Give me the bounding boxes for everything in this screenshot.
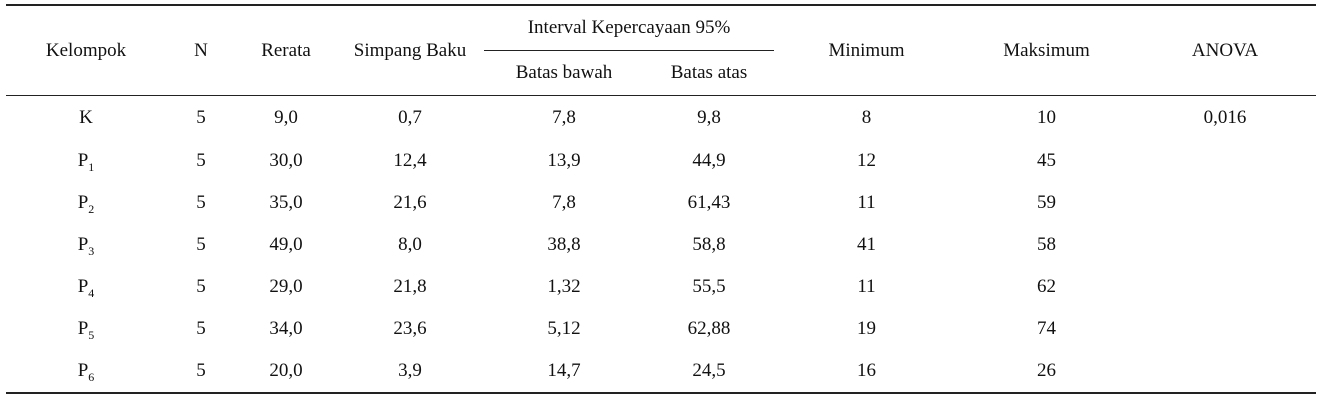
cell-batas-bawah: 7,8 <box>552 107 576 128</box>
group-subscript: 4 <box>88 286 95 300</box>
cell-maksimum: 45 <box>1037 150 1056 171</box>
cell-maksimum: 74 <box>1037 318 1056 339</box>
group-label: P <box>77 276 89 297</box>
cell-anova <box>1134 140 1316 182</box>
cell-rerata: 35,0 <box>269 192 303 213</box>
group-subscript: 5 <box>88 328 95 342</box>
results-table-container <box>6 4 1316 394</box>
cell-anova <box>1134 308 1316 350</box>
cell-simpang-baku: 8,0 <box>398 234 422 255</box>
cell-simpang-baku: 23,6 <box>393 318 427 339</box>
group-label: P <box>77 192 89 213</box>
cell-maksimum: 10 <box>1037 107 1056 128</box>
table-body <box>6 96 1316 394</box>
cell-n: 5 <box>196 318 206 339</box>
cell-minimum: 8 <box>861 107 872 128</box>
cell-n: 5 <box>196 150 206 171</box>
cell-batas-bawah: 38,8 <box>547 234 581 255</box>
cell-anova <box>1134 182 1316 224</box>
cell-n: 5 <box>196 234 206 255</box>
cell-maksimum: 58 <box>1037 234 1056 255</box>
cell-kelompok <box>6 140 166 182</box>
group-subscript: 1 <box>88 160 95 174</box>
cell-anova <box>1134 224 1316 266</box>
cell-rerata: 30,0 <box>269 150 303 171</box>
cell-batas-bawah: 5,12 <box>547 318 581 339</box>
cell-kelompok <box>6 224 166 266</box>
cell-kelompok <box>6 308 166 350</box>
cell-batas-atas: 62,88 <box>687 318 731 339</box>
cell-minimum: 41 <box>857 234 876 255</box>
cell-batas-bawah: 7,8 <box>552 192 576 213</box>
cell-n: 5 <box>196 192 206 213</box>
cell-simpang-baku: 21,8 <box>393 276 427 297</box>
cell-batas-atas: 9,8 <box>697 107 721 128</box>
cell-kelompok <box>6 182 166 224</box>
cell-anova <box>1134 266 1316 308</box>
header-row-top <box>6 5 1316 51</box>
cell-minimum: 12 <box>857 150 876 171</box>
cell-rerata: 29,0 <box>269 276 303 297</box>
group-label: K <box>79 107 93 128</box>
table-row <box>6 140 1316 182</box>
cell-simpang-baku: 3,9 <box>398 360 422 381</box>
statistics-table <box>6 4 1316 394</box>
table-row <box>6 266 1316 308</box>
cell-maksimum: 62 <box>1037 276 1056 297</box>
table-row <box>6 182 1316 224</box>
cell-maksimum: 26 <box>1037 360 1056 381</box>
cell-kelompok <box>6 266 166 308</box>
header-rerata: Rerata <box>236 5 336 96</box>
header-anova: ANOVA <box>1134 5 1316 96</box>
cell-maksimum: 59 <box>1037 192 1056 213</box>
header-batas-bawah: Batas bawah <box>484 51 644 96</box>
cell-batas-atas: 55,5 <box>692 276 726 297</box>
cell-batas-atas: 24,5 <box>692 360 726 381</box>
group-subscript: 2 <box>88 202 95 216</box>
cell-batas-atas: 44,9 <box>692 150 726 171</box>
header-simpang-baku: Simpang Baku <box>336 5 484 96</box>
group-label: P <box>77 318 89 339</box>
cell-minimum: 16 <box>857 360 876 381</box>
group-label: P <box>77 234 89 255</box>
header-kelompok: Kelompok <box>6 5 166 96</box>
cell-anova: 0,016 <box>1203 107 1247 128</box>
table-row <box>6 308 1316 350</box>
cell-kelompok <box>6 350 166 393</box>
table-row <box>6 350 1316 393</box>
cell-minimum: 19 <box>857 318 876 339</box>
cell-anova <box>1134 350 1316 393</box>
cell-minimum: 11 <box>857 192 876 213</box>
table-row <box>6 224 1316 266</box>
cell-batas-atas: 58,8 <box>692 234 726 255</box>
cell-batas-bawah: 13,9 <box>547 150 581 171</box>
header-minimum: Minimum <box>774 5 959 96</box>
header-n: N <box>166 5 236 96</box>
cell-batas-bawah: 14,7 <box>547 360 581 381</box>
header-batas-atas: Batas atas <box>644 51 774 96</box>
group-label: P <box>77 360 89 381</box>
cell-rerata: 34,0 <box>269 318 303 339</box>
cell-rerata: 9,0 <box>274 107 298 128</box>
group-subscript: 3 <box>88 244 95 258</box>
header-interval-kepercayaan: Interval Kepercayaan 95% <box>484 5 774 51</box>
cell-minimum: 11 <box>857 276 876 297</box>
table-header <box>6 5 1316 96</box>
group-label: P <box>77 150 89 171</box>
cell-simpang-baku: 21,6 <box>393 192 427 213</box>
cell-simpang-baku: 0,7 <box>398 107 422 128</box>
cell-simpang-baku: 12,4 <box>393 150 427 171</box>
cell-n: 5 <box>196 107 206 128</box>
cell-n: 5 <box>196 276 206 297</box>
cell-rerata: 20,0 <box>269 360 303 381</box>
cell-batas-atas: 61,43 <box>687 192 731 213</box>
group-subscript: 6 <box>88 370 95 384</box>
cell-n: 5 <box>196 360 206 381</box>
table-row <box>6 96 1316 141</box>
cell-rerata: 49,0 <box>269 234 303 255</box>
cell-kelompok <box>6 96 166 141</box>
header-maksimum: Maksimum <box>959 5 1134 96</box>
cell-batas-bawah: 1,32 <box>547 276 581 297</box>
